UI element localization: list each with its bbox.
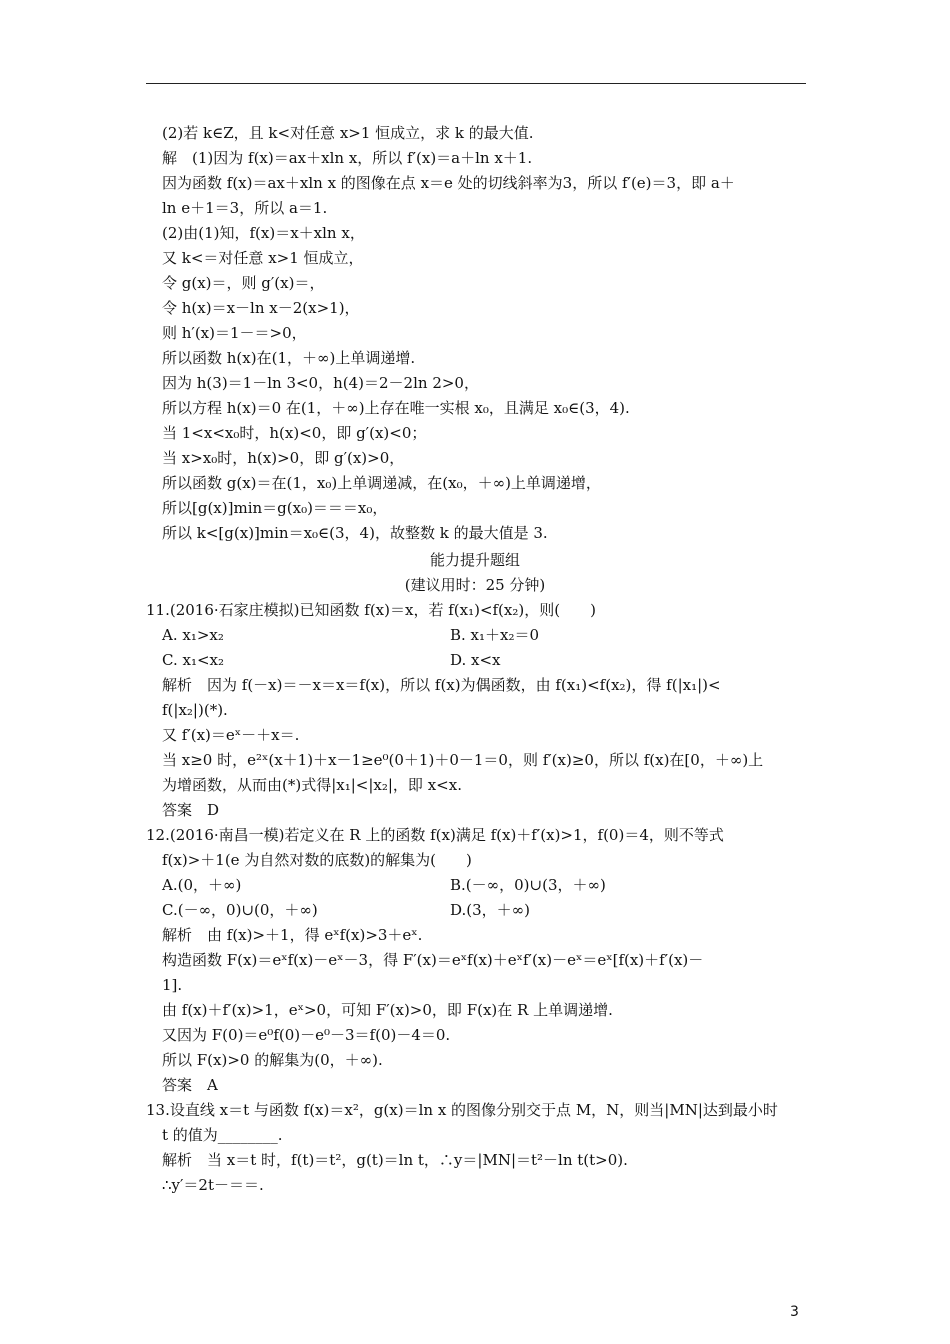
text-line: 因为 h(3)＝1－ln 3<0，h(4)＝2－2ln 2>0， [162,374,479,392]
text-line: 因为函数 f(x)＝ax＋xln x 的图像在点 x＝e 处的切线斜率为3，所以 f′(e)＝3，即 a＋ [162,174,735,192]
q11-option-d: D. x<x [450,651,501,669]
text-line: 当 1<x<x₀时，h(x)<0，即 g′(x)<0； [162,424,427,442]
text-line: 所以[g(x)]min＝g(x₀)＝＝＝x₀， [162,499,388,517]
text-line: 所以方程 h(x)＝0 在(1，＋∞)上存在唯一实根 x₀，且满足 x₀∈(3，4). [162,399,630,417]
text-line: 令 g(x)＝，则 g′(x)＝， [162,274,325,292]
q12-option-d: D.(3，＋∞) [450,901,531,919]
page-number: 3 [790,1304,799,1320]
q11-option-a: A. x₁>x₂ [162,626,224,644]
question-13-stem: t 的值为________. [162,1126,283,1144]
text-line: 当 x>x₀时，h(x)>0，即 g′(x)>0， [162,449,405,467]
text-line: (2)若 k∈Z，且 k<对任意 x>1 恒成立，求 k 的最大值. [162,124,534,142]
q12-option-a: A.(0，＋∞) [162,876,242,894]
question-11-stem: 11.(2016·石家庄模拟)已知函数 f(x)＝x，若 f(x₁)<f(x₂)，则( ) [146,601,596,619]
text-line: 又 k<＝对任意 x>1 恒成立， [162,249,364,267]
text-line: (2)由(1)知，f(x)＝x＋xln x， [162,224,365,242]
q11-option-c: C. x₁<x₂ [162,651,224,669]
q12-analysis-line: 构造函数 F(x)＝eˣf(x)－eˣ－3，得 F′(x)＝eˣf(x)＋eˣf′(x)－eˣ＝eˣ[f(x)＋f′(x)－ [162,951,704,969]
q11-analysis-line: 又 f′(x)＝eˣ－＋x＝. [162,726,300,744]
q11-analysis-line: 当 x≥0 时，e²ˣ(x＋1)＋x－1≥e⁰(0＋1)＋0－1＝0，则 f′(x)≥0，所以 f(x)在[0，＋∞)上 [162,751,764,769]
q11-analysis-line: 解析 因为 f(－x)＝－x＝x＝f(x)，所以 f(x)为偶函数，由 f(x₁)<f(x₂)，得 f(|x₁|)< [162,676,721,694]
question-12-stem: f(x)>＋1(e 为自然对数的底数)的解集为( ) [162,851,472,869]
question-13-stem: 13.设直线 x＝t 与函数 f(x)＝x²，g(x)＝ln x 的图像分别交于点 M，N，则当|MN|达到最小时 [146,1101,778,1119]
q12-analysis-line: 解析 由 f(x)>＋1，得 eˣf(x)>3＋eˣ. [162,926,423,944]
text-line: 令 h(x)＝x－ln x－2(x>1)， [162,299,360,317]
q13-analysis-line: 解析 当 x＝t 时，f(t)＝t²，g(t)＝ln t，∴y＝|MN|＝t²－ln t(t>0). [162,1151,628,1169]
q12-analysis-line: 由 f(x)＋f′(x)>1，eˣ>0，可知 F′(x)>0，即 F(x)在 R 上单调递增. [162,1001,613,1019]
q11-option-b: B. x₁＋x₂＝0 [450,626,540,644]
q12-analysis-line: 所以 F(x)>0 的解集为(0，＋∞). [162,1051,383,1069]
q11-analysis-line: f(|x₂|)(*). [162,701,228,719]
text-line: 所以函数 h(x)在(1，＋∞)上单调递增. [162,349,416,367]
text-line: 所以函数 g(x)＝在(1，x₀)上单调递减，在(x₀，＋∞)上单调递增， [162,474,601,492]
text-line: 所以 k<[g(x)]min＝x₀∈(3，4)，故整数 k 的最大值是 3. [162,524,548,542]
q12-option-b: B.(－∞，0)∪(3，＋∞) [450,876,606,894]
q13-analysis-line: ∴y′＝2t－＝＝. [162,1176,264,1194]
text-line: ln e＋1＝3，所以 a＝1. [162,199,328,217]
q12-analysis-line: 又因为 F(0)＝e⁰f(0)－e⁰－3＝f(0)－4＝0. [162,1026,451,1044]
q11-analysis-line: 为增函数，从而由(*)式得|x₁|<|x₂|，即 x<x. [162,776,462,794]
q12-answer: 答案 A [162,1076,218,1094]
text-line: 解 (1)因为 f(x)＝ax＋xln x，所以 f′(x)＝a＋ln x＋1. [162,149,533,167]
section-subtitle: (建议用时：25 分钟) [404,576,546,594]
q12-option-c: C.(－∞，0)∪(0，＋∞) [162,901,318,919]
q11-answer: 答案 D [162,801,220,819]
question-12-stem: 12.(2016·南昌一模)若定义在 R 上的函数 f(x)满足 f(x)＋f′(x)>1，f(0)＝4，则不等式 [146,826,724,844]
header-rule [146,83,806,84]
text-line: 则 h′(x)＝1－＝>0， [162,324,307,342]
q12-analysis-line: 1]. [162,976,183,994]
section-title: 能力提升题组 [429,551,520,569]
